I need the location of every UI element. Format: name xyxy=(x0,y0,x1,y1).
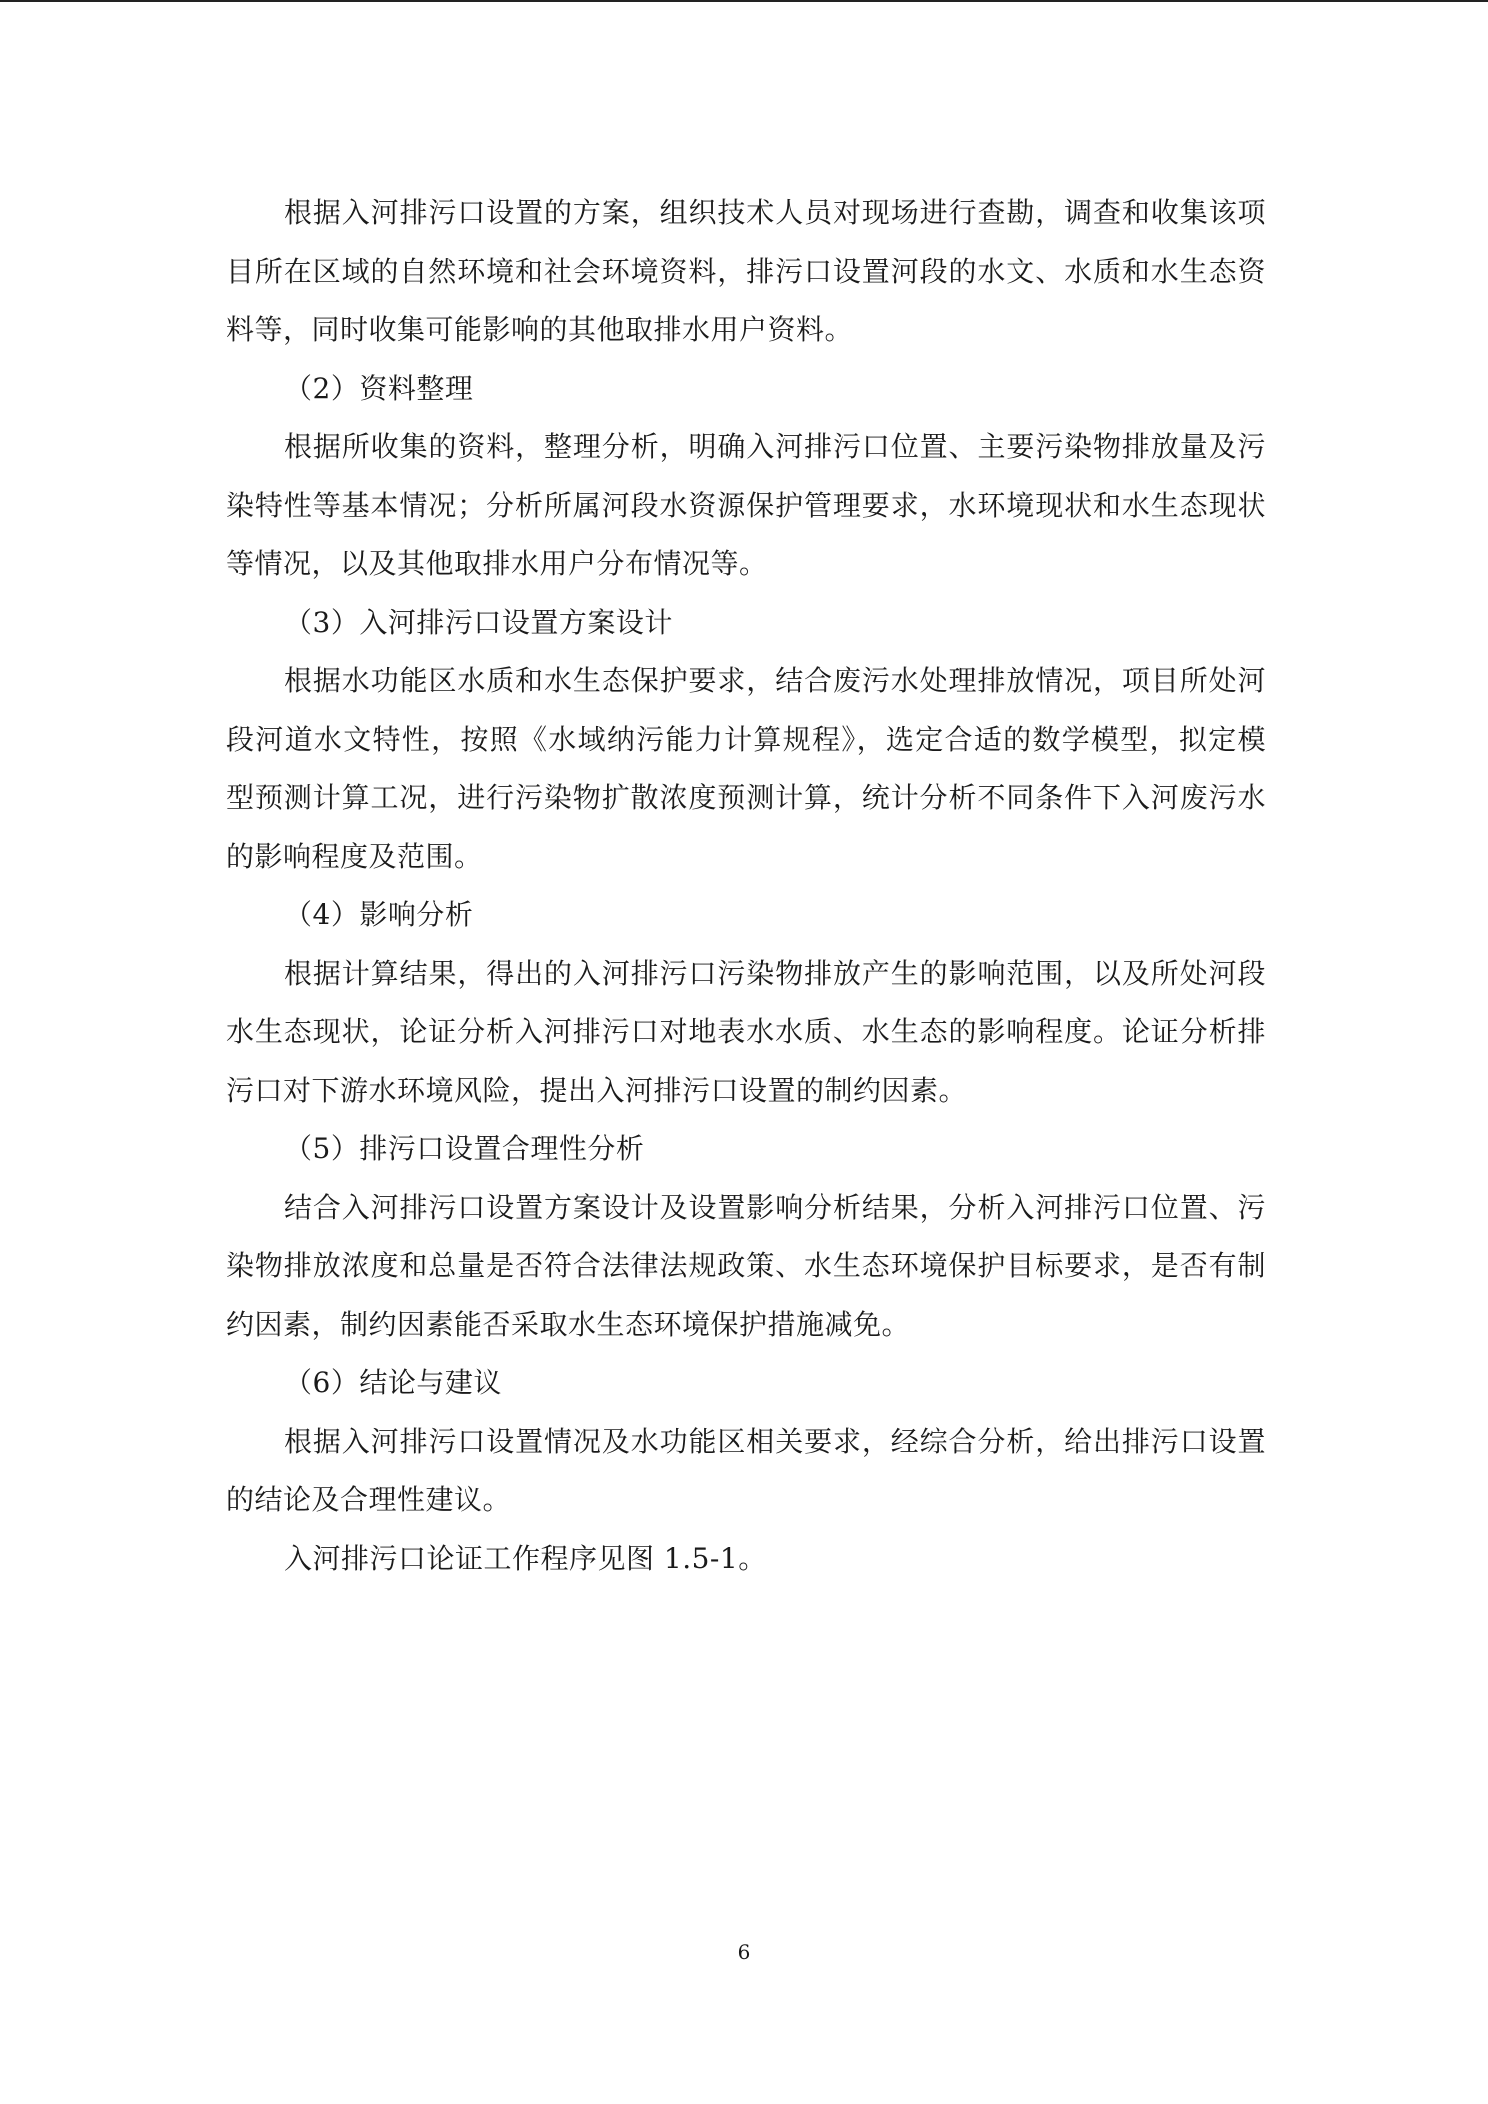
paragraph-site-survey: 根据入河排污口设置的方案，组织技术人员对现场进行查勘，调查和收集该项目所在区域的自然环境和社会环境资料，排污口设置河段的水文、水质和水生态资料等，同时收集可能影响的其他取排水用户资料。 xyxy=(226,196,1266,346)
section-heading-conclusions: （6）结论与建议 xyxy=(284,1366,502,1399)
paragraph-conclusions: 根据入河排污口设置情况及水功能区相关要求，经综合分析，给出排污口设置的结论及合理性建议。 xyxy=(226,1424,1266,1516)
paragraph-figure-reference: 入河排污口论证工作程序见图 1.5-1。 xyxy=(284,1541,767,1575)
document-body xyxy=(226,184,1266,1588)
section-heading-rationality-analysis: （5）排污口设置合理性分析 xyxy=(284,1132,645,1165)
section-heading-data-organization: （2）资料整理 xyxy=(284,371,474,405)
paragraph-data-organization: 根据所收集的资料，整理分析，明确入河排污口位置、主要污染物排放量及污染特性等基本情况；分析所属河段水资源保护管理要求，水环境现状和水生态现状等情况，以及其他取排水用户分布情况等。 xyxy=(226,430,1266,580)
paragraph-impact-analysis: 根据计算结果，得出的入河排污口污染物排放产生的影响范围，以及所处河段水生态现状，论证分析入河排污口对地表水水质、水生态的影响程度。论证分析排污口对下游水环境风险，提出入河排污口设置的制约因素。 xyxy=(226,956,1266,1107)
paragraph-outfall-design: 根据水功能区水质和水生态保护要求，结合废污水处理排放情况，项目所处河段河道水文特性，按照《水域纳污能力计算规程》，选定合适的数学模型，拟定模型预测计算工况，进行污染物扩散浓度预测计算，统计分析不同条件下入河废污水的影响程度及范围。 xyxy=(226,664,1266,873)
paragraph-rationality-analysis: 结合入河排污口设置方案设计及设置影响分析结果，分析入河排污口位置、污染物排放浓度和总量是否符合法律法规政策、水生态环境保护目标要求，是否有制约因素，制约因素能否采取水生态环境保护措施减免。 xyxy=(226,1190,1266,1341)
section-heading-outfall-design: （3）入河排污口设置方案设计 xyxy=(284,605,673,639)
page-number: 6 xyxy=(737,1940,751,1964)
page-top-border xyxy=(0,0,1488,2)
section-heading-impact-analysis: （4）影响分析 xyxy=(284,898,474,931)
